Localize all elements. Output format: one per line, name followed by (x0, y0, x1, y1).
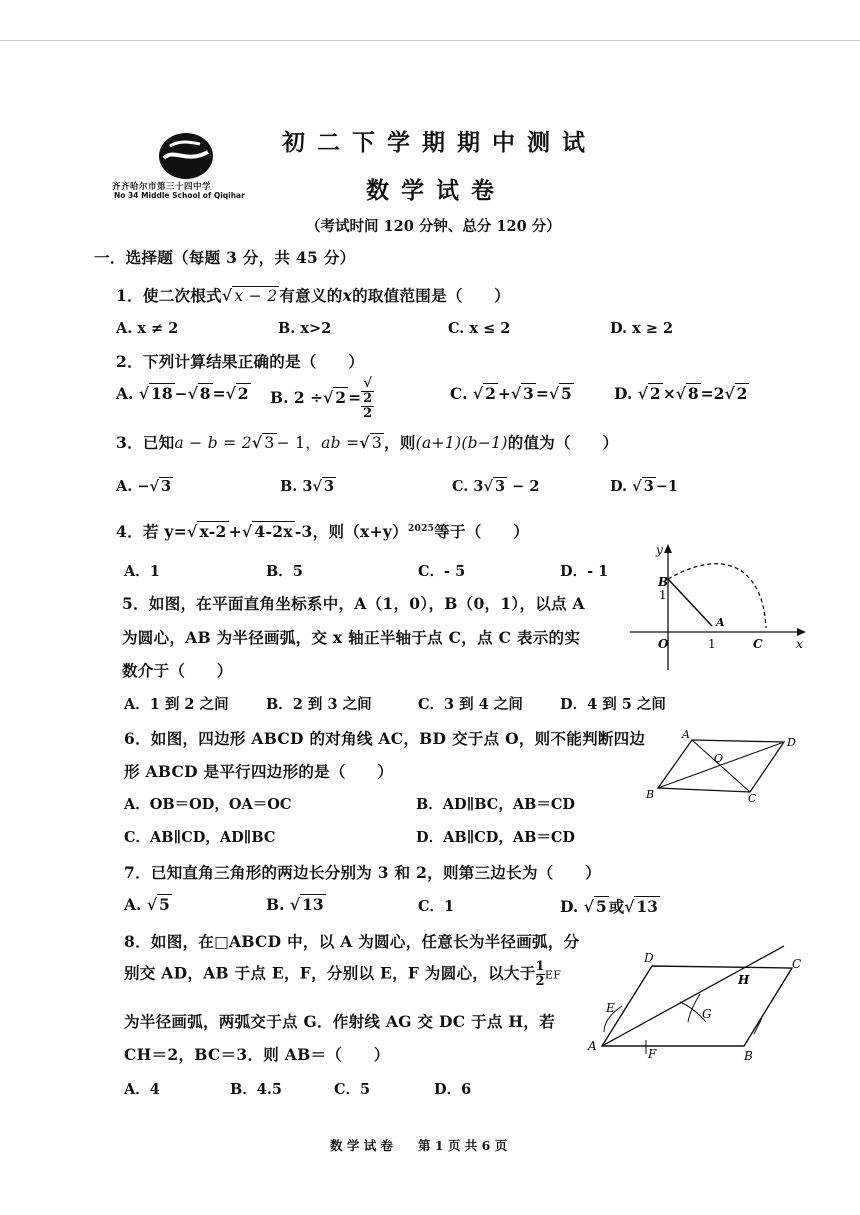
school-logo-icon (156, 130, 216, 182)
q6-text-1: 如图，四边形 ABCD 的对角线 AC，BD 交于点 O，则不能判断四边 (150, 729, 646, 748)
q5-label-b: B (658, 575, 669, 589)
q5-line2: 为圆心，AB 为半径画弧，交 x 轴正半轴于点 C，点 C 表示的实 (122, 628, 581, 647)
q7-d-or: 或 (608, 897, 625, 916)
q8-option-c[interactable]: C．5 (334, 1081, 371, 1098)
q2-d-rad3: 2 (736, 384, 748, 403)
q2-option-d[interactable]: D. √ 2 ×√ 8 =2√ 2 (614, 384, 748, 403)
q7-option-b[interactable]: B. √ 13 (266, 895, 324, 914)
q8-text-2a: 别交 AD，AB 于点 E，F，分别以 E，F 为圆心，以大于 (124, 963, 536, 983)
exam-info: （考试时间 120 分钟、总分 120 分） (306, 218, 561, 235)
q2-b-label: B. (270, 388, 289, 407)
q8-parallelogram (602, 966, 792, 1046)
q2-a-eq: = (212, 384, 226, 403)
q7-option-a[interactable]: A. √ 5 (124, 895, 170, 914)
q6-label-o: O (714, 752, 724, 765)
q1-text-c: 的取值范围是（ ） (352, 286, 511, 305)
q5-label-a: A (716, 616, 725, 629)
q5-label-c: C (753, 637, 763, 651)
q3-b-rad: 3 (323, 478, 335, 495)
q3-text-a: 已知 (142, 433, 175, 452)
school-name-en: No 34 Middle School of Qiqihar (114, 191, 245, 200)
q7-text: 已知直角三角形的两边长分别为 3 和 2，则第三边长为（ ） (150, 863, 601, 882)
q1-number: 1． (116, 286, 143, 305)
q8-number: 8． (124, 932, 151, 951)
q2-a-op: − (174, 384, 188, 403)
q2-option-c[interactable]: C. √ 2 +√ 3 =√ 5 (450, 384, 572, 403)
q2-c-eq: = (535, 384, 549, 403)
q8-frac-num: 1 (535, 959, 545, 974)
q4-rad2: 4-2x (254, 522, 293, 541)
q5-x-arrow (797, 628, 806, 636)
q3-option-a[interactable]: A. −√ 3 (116, 478, 172, 495)
q2-c-rad1: 2 (485, 384, 496, 403)
q4-text-a: 若 y= (142, 522, 187, 541)
q1-var: x (342, 286, 353, 305)
q3-c-rad: 3 (495, 478, 506, 495)
q1-text-a: 使二次根式 (142, 286, 222, 305)
q8-label-a: A (588, 1039, 597, 1053)
q2-text: 下列计算结果正确的是（ ） (142, 352, 365, 371)
q3-d-tail: −1 (655, 478, 679, 495)
q3-cond1-rad: 3 (264, 434, 275, 452)
q4-exponent: 2025 (407, 523, 435, 534)
q7-a-rad: 5 (159, 895, 170, 914)
q6-figure (640, 726, 810, 806)
q8-line4: CH＝2，BC＝3．则 AB＝（ ） (124, 1045, 390, 1064)
q8-label-b: B (744, 1049, 753, 1063)
q7-line (124, 861, 601, 883)
q3-d-label: D. (610, 478, 628, 495)
q8-label-g: G (702, 1007, 712, 1021)
q7-b-rad: 13 (302, 895, 324, 914)
question-4: 4．若 y=√ x-2 +√ 4-2x -3，则$(x+y)^{2025}$等于（ ） (116, 522, 530, 541)
exam-title: 初二下学期期中测试 (282, 129, 597, 156)
q1-radicand: x − 2 (234, 287, 278, 305)
school-logo (112, 130, 257, 202)
q8-label-d: D (644, 951, 654, 965)
q1-text-b: 有意义的 (279, 286, 343, 305)
section-title: 一．选择题（每题 3 分，共 45 分） (94, 248, 356, 267)
q3-option-c[interactable]: C. 3√ 3 − 2 (452, 478, 540, 495)
q6-diagonal-bd (658, 742, 784, 788)
q8-line3: 为半径画弧，两弧交于点 G．作射线 AG 交 DC 于点 H，若 (124, 1012, 555, 1031)
q2-d-op: × (662, 384, 676, 403)
q5-label-1x: 1 (708, 637, 716, 651)
q5-label-o: O (658, 637, 669, 651)
q4-option-c[interactable]: C．- 5 (418, 563, 466, 580)
q4-option-a[interactable]: A．1 (124, 563, 160, 580)
q2-d-rad1: 2 (649, 384, 661, 403)
q2-c-rad3: 5 (561, 384, 572, 403)
q7-number: 7． (124, 863, 151, 882)
q4-option-d[interactable]: D．- 1 (560, 563, 609, 580)
q5-segment-ab (668, 579, 712, 626)
q1-option-b[interactable]: B. x>2 (278, 320, 332, 337)
q2-b-frac-den: 2 (363, 406, 373, 421)
q5-label-x: x (796, 637, 803, 651)
q1-option-d[interactable]: D. x ≥ 2 (610, 320, 674, 337)
q3-cond1: a − b = 2 (174, 434, 252, 452)
q2-c-label: C. (450, 384, 468, 403)
q3-cond1-tail: − 1， (276, 434, 322, 452)
q3-c-label: C. 3 (452, 478, 484, 495)
q2-b-fraction: √ 2 2 (363, 376, 373, 421)
q3-text-c: 的值为（ ） (507, 433, 619, 452)
q2-d-eq: =2 (700, 384, 725, 403)
q8-frac-den: 2 (535, 974, 545, 989)
q3-a-rad: 3 (161, 478, 172, 495)
q2-c-op: + (497, 384, 511, 403)
q3-c-tail: − 2 (512, 478, 540, 495)
q5-option-c[interactable]: C．3 到 4 之间 (418, 696, 523, 713)
q6-line1 (124, 727, 645, 749)
q4-rad1: x-2 (199, 522, 227, 541)
q3-expr: (a+1)(b−1) (415, 434, 508, 452)
exam-subtitle: 数学试卷 (366, 177, 506, 204)
q8-label-e: E (606, 1001, 615, 1015)
question-2 (116, 350, 364, 372)
q6-option-c[interactable]: C．AB∥CD，AD∥BC (124, 829, 276, 846)
q7-b-label: B. (266, 895, 285, 914)
q6-label-b: B (646, 788, 655, 801)
q6-label-a: A (682, 728, 690, 741)
q5-line1 (122, 592, 585, 614)
q3-text-b: ，则 (384, 433, 416, 452)
q8-option-d[interactable]: D．6 (434, 1081, 472, 1098)
q6-label-d: D (787, 736, 796, 749)
q8-text-2b: EF (544, 968, 562, 982)
q5-text-1: 如图，在平面直角坐标系中，A（1，0），B（0，1），以点 A (148, 594, 585, 613)
page-top-border (0, 40, 860, 41)
q5-number: 5． (122, 594, 149, 613)
q3-cond2: ab = (321, 434, 360, 452)
q7-option-c[interactable]: C．1 (418, 898, 455, 915)
school-name-cn: 齐齐哈尔市第三十四中学 (112, 182, 212, 192)
q1-option-a[interactable]: A. x ≠ 2 (116, 320, 179, 337)
q2-option-a[interactable]: A. √ 18 −√ 8 =√ 2 (116, 384, 249, 403)
q5-label-1y: 1 (659, 588, 667, 602)
q5-figure (620, 542, 810, 672)
q7-d-label: D. (560, 897, 579, 916)
q1-option-c[interactable]: C. x ≤ 2 (448, 320, 511, 337)
q5-option-a[interactable]: A．1 到 2 之间 (124, 696, 229, 713)
q2-c-rad2: 3 (523, 384, 534, 403)
page-footer: 数 学 试 卷 第 1 页 共 6 页 (330, 1138, 508, 1153)
q2-d-rad2: 8 (687, 384, 699, 403)
q8-tick-bc (754, 1018, 762, 1034)
q2-b-eq: = (348, 388, 362, 407)
q8-label-f: F (648, 1047, 657, 1061)
q6-option-a[interactable]: A．OB＝OD，OA＝OC (124, 796, 292, 813)
question-1: 1．使二次根式√ x − 2 有意义的x的取值范围是（ ） (116, 286, 511, 305)
q3-b-label: B. 3 (280, 478, 313, 495)
q8-option-b[interactable]: B．4.5 (230, 1081, 282, 1098)
q6-option-b[interactable]: B．AD∥BC，AB＝CD (416, 796, 575, 813)
q8-label-c: C (792, 957, 802, 971)
q3-a-label: A. − (116, 478, 150, 495)
q7-a-label: A. (124, 895, 142, 914)
q2-option-b[interactable]: B. 2 ÷√ 2 = √ 2 2 (270, 376, 373, 421)
q8-figure (582, 938, 814, 1068)
q4-plus: + (228, 522, 242, 541)
q2-d-label: D. (614, 384, 633, 403)
q8-text-1: 如图，在□ABCD 中，以 A 为圆心，任意长为半径画弧，分 (150, 932, 580, 951)
q2-number: 2． (116, 352, 143, 371)
q4-text-b: -3，则（x+y） (294, 522, 408, 541)
q6-option-d[interactable]: D．AB∥CD，AB＝CD (416, 829, 575, 846)
q4-option-b[interactable]: B．5 (266, 563, 303, 580)
q7-d-rad2: 13 (636, 897, 658, 916)
q8-option-a[interactable]: A．4 (124, 1081, 160, 1098)
q2-a-rad2: 8 (199, 384, 211, 403)
q5-option-b[interactable]: B．2 到 3 之间 (266, 696, 372, 713)
q3-cond2-rad: 3 (371, 434, 383, 452)
q6-line2: 形 ABCD 是平行四边形的是（ ） (124, 762, 394, 781)
q7-d-rad1: 5 (595, 897, 607, 916)
q8-label-h: H (738, 973, 750, 987)
q6-label-c: C (748, 792, 757, 805)
q3-option-d[interactable]: D. √ 3 −1 (610, 478, 679, 495)
question-3: 3．已知a − b = 2√ 3 − 1，ab =√ 3 ，则(a+1)(b−1)的值为（ ） (116, 433, 619, 452)
q6-diagonal-ac (692, 740, 750, 792)
q8-line2 (124, 960, 561, 989)
q2-a-label: A. (116, 384, 134, 403)
q2-b-pre: 2 ÷ (293, 388, 324, 407)
q7-option-d[interactable]: D. √ 5 或√ 13 (560, 897, 658, 916)
q8-line1 (124, 930, 579, 952)
q3-option-b[interactable]: B. 3√ 3 (280, 478, 335, 495)
q6-number: 6． (124, 729, 151, 748)
q8-ray-ag (602, 946, 784, 1046)
q2-b-rad: 2 (335, 388, 347, 407)
q2-a-rad1: 18 (151, 384, 173, 403)
q3-d-rad: 3 (643, 478, 654, 495)
q5-y-arrow (664, 544, 672, 553)
q4-text-c: 等于（ ） (434, 522, 530, 541)
q8-fraction (536, 960, 545, 989)
q5-line3: 数介于（ ） (122, 661, 233, 680)
q3-number: 3． (116, 433, 143, 452)
q2-a-rad3: 2 (237, 384, 249, 403)
q5-label-y: y (656, 543, 663, 557)
q4-number: 4． (116, 522, 143, 541)
q2-b-frac-num: 2 (363, 391, 373, 406)
q5-option-d[interactable]: D．4 到 5 之间 (560, 696, 666, 713)
